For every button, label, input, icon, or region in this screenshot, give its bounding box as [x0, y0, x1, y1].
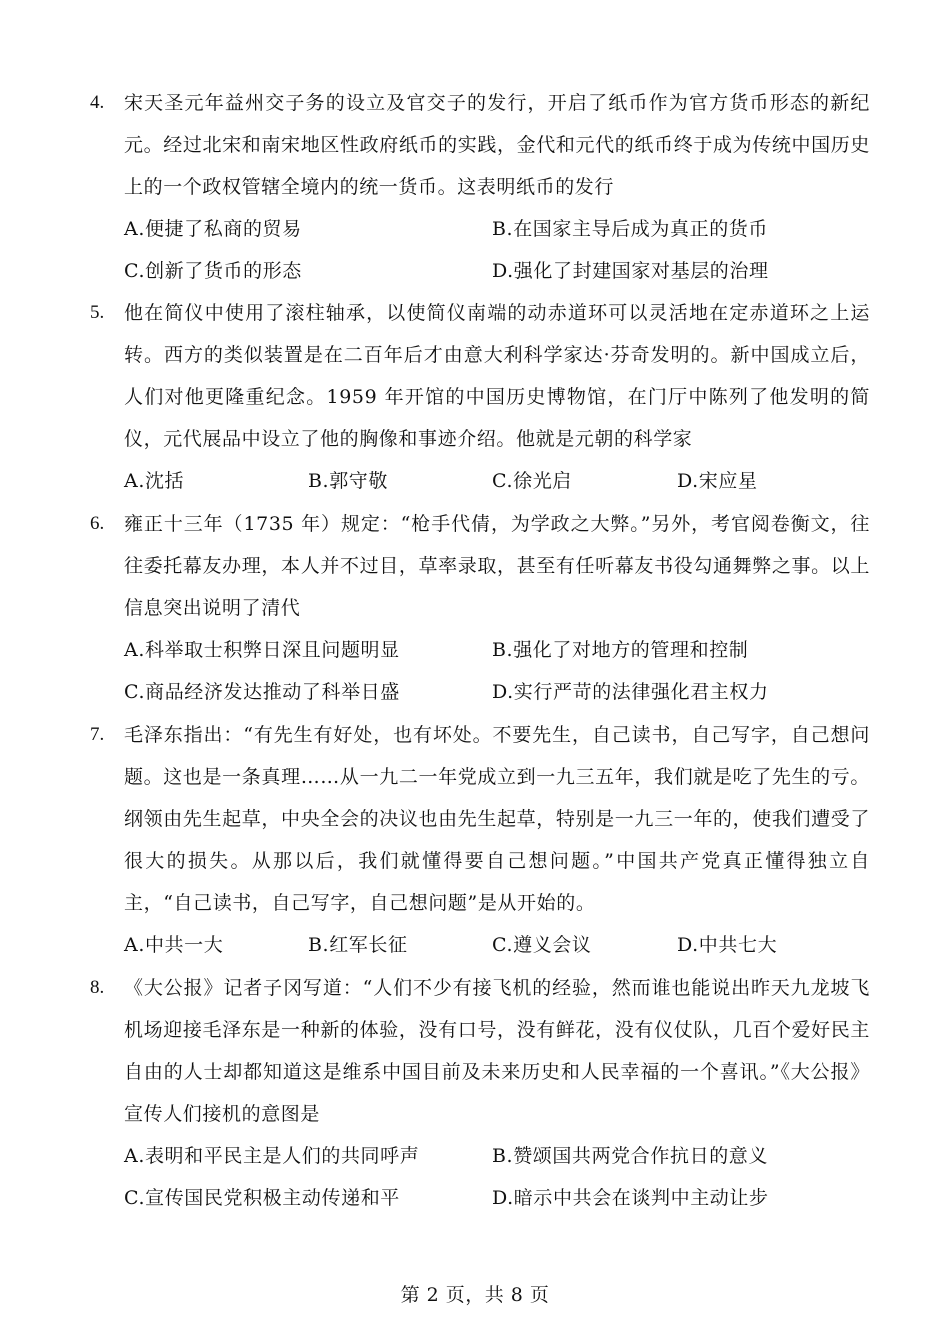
question-stem: 毛泽东指出：“有先生有好处，也有坏处。不要先生，自己读书，自己写字，自己想问题。这也是一条真理……从一九二一年党成立到一九三五年，我们就是吃了先生的亏。纲领由先生起草，中央全会的决议也由先生起草，特别是一九三一年的，使我们遭受了很大的损失。从那以后，我们就懂得要自己想问题。”中国共产党真正懂得独立自主，“自己读书，自己写字，自己想问题”是从开始的。	[124, 724, 870, 914]
option-d: D.实行严苛的法律强化君主权力	[492, 681, 769, 703]
question-4	[90, 82, 870, 292]
question-number: 6.	[90, 513, 105, 534]
question-number: 4.	[90, 92, 105, 113]
option-a: A.沈括	[124, 470, 185, 492]
option-a: A.科举取士积弊日深且问题明显	[124, 639, 400, 661]
question-5	[90, 292, 870, 502]
question-8	[90, 967, 870, 1219]
question-stem: 他在简仪中使用了滚柱轴承，以使简仪南端的动赤道环可以灵活地在定赤道环之上运转。西方的类似装置是在二百年后才由意大利科学家达·芬奇发明的。新中国成立后，人们对他更隆重纪念。1959 年开馆的中国历史博物馆，在门厅中陈列了他发明的简仪，元代展品中设立了他的胸像和事迹介绍。他就是元朝的科学家	[124, 302, 870, 450]
option-a: A.表明和平民主是人们的共同呼声	[124, 1145, 420, 1167]
option-c: C.遵义会议	[492, 934, 592, 956]
option-d: D.宋应星	[677, 470, 758, 492]
option-c: C.商品经济发达推动了科举日盛	[124, 681, 400, 703]
options	[124, 629, 870, 713]
option-d: D.暗示中共会在谈判中主动让步	[492, 1187, 769, 1209]
option-a: A.便捷了私商的贸易	[124, 218, 302, 240]
question-stem: 《大公报》记者子冈写道：“人们不少有接飞机的经验，然而谁也能说出昨天九龙坡飞机场迎接毛泽东是一种新的体验，没有口号，没有鲜花，没有仪仗队，几百个爱好民主自由的人士却都知道这是维系中国目前及未来历史和人民幸福的一个喜讯。”《大公报》宣传人们接机的意图是	[124, 977, 870, 1125]
question-7	[90, 714, 870, 966]
question-stem: 雍正十三年（1735 年）规定：“枪手代倩，为学政之大弊。”另外，考官阅卷衡文，往往委托幕友办理，本人并不过目，草率录取，甚至有任听幕友书役勾通舞弊之事。以上信息突出说明了清代	[124, 513, 870, 619]
option-a: A.中共一大	[124, 934, 224, 956]
option-c: C.宣传国民党积极主动传递和平	[124, 1187, 400, 1209]
option-b: B.红军长征	[308, 934, 408, 956]
options	[124, 924, 870, 966]
option-b: B.郭守敬	[308, 470, 389, 492]
option-b: B.在国家主导后成为真正的货币	[492, 218, 769, 240]
question-number: 5.	[90, 302, 105, 323]
question-stem: 宋天圣元年益州交子务的设立及官交子的发行，开启了纸币作为官方货币形态的新纪元。经过北宋和南宋地区性政府纸币的实践，金代和元代的纸币终于成为传统中国历史上的一个政权管辖全境内的统一货币。这表明纸币的发行	[124, 92, 870, 198]
options	[124, 460, 870, 502]
question-6	[90, 503, 870, 713]
option-d: D.中共七大	[677, 934, 778, 956]
options	[124, 1135, 870, 1219]
option-c: C.创新了货币的形态	[124, 260, 302, 282]
option-c: C.徐光启	[492, 470, 572, 492]
options	[124, 208, 870, 292]
option-d: D.强化了封建国家对基层的治理	[492, 260, 769, 282]
question-number: 7.	[90, 724, 105, 745]
question-number: 8.	[90, 977, 105, 998]
page-number-footer: 第 2 页，共 8 页	[400, 1284, 550, 1306]
option-b: B.赞颂国共两党合作抗日的意义	[492, 1145, 769, 1167]
option-b: B.强化了对地方的管理和控制	[492, 639, 749, 661]
